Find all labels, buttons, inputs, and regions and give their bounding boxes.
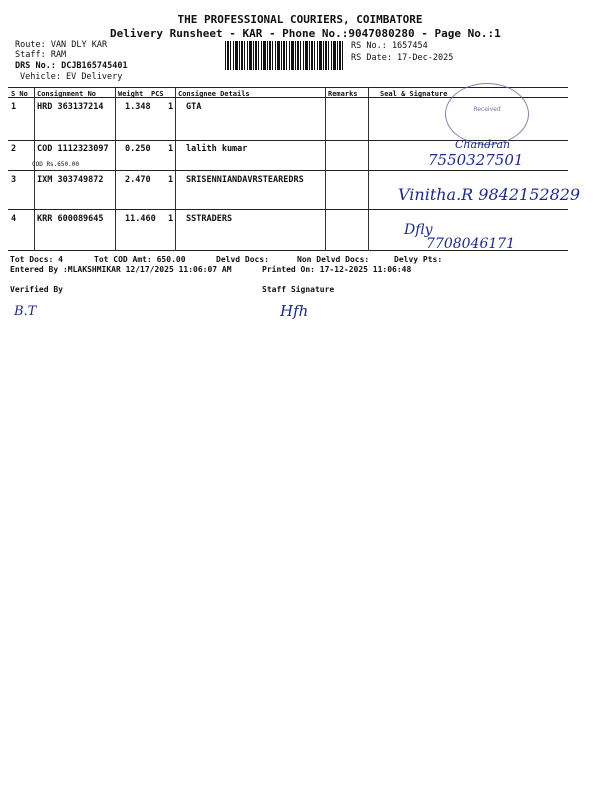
col-divider bbox=[115, 87, 116, 251]
cell-cod-note: COD Rs.650.00 bbox=[32, 161, 79, 168]
cell-consignee: SRISENNIANDAVRSTEAREDRS bbox=[186, 175, 304, 185]
cell-consignee: SSTRADERS bbox=[186, 214, 233, 224]
handwritten-signature-row4: Dfly bbox=[404, 222, 433, 238]
drs-label: DRS No.: bbox=[15, 61, 56, 71]
vehicle-text: Vehicle: EV Delivery bbox=[20, 72, 123, 82]
col-divider bbox=[34, 87, 35, 251]
col-header-consignee: Consignee Details bbox=[178, 90, 250, 98]
verified-by-label: Verified By bbox=[10, 285, 63, 294]
cell-sno: 4 bbox=[11, 214, 17, 224]
row-divider bbox=[8, 209, 568, 210]
cell-consignment: KRR 600089645 bbox=[37, 214, 104, 224]
cell-consignment: HRD 363137214 bbox=[37, 102, 104, 112]
delivery-stamp bbox=[445, 83, 529, 145]
handwritten-phone-row2: 7550327501 bbox=[428, 151, 524, 169]
handwritten-phone-row4: 7708046171 bbox=[426, 236, 516, 252]
col-header-remarks: Remarks bbox=[328, 90, 358, 98]
col-header-consignment: Consignment No bbox=[37, 90, 97, 98]
col-header-pcs: PCS bbox=[151, 90, 164, 98]
total-docs: Tot Docs: 4 bbox=[10, 255, 63, 264]
cell-pcs: 1 bbox=[168, 214, 174, 224]
col-divider bbox=[325, 87, 326, 251]
col-header-seal: Seal & Signature bbox=[380, 90, 448, 98]
delivery-points: Delvy Pts: bbox=[394, 255, 443, 264]
staff-text: Staff: RAM bbox=[15, 50, 67, 60]
route-text: Route: VAN DLY KAR bbox=[15, 40, 108, 50]
non-delivered-docs: Non Delvd Docs: bbox=[297, 255, 370, 264]
total-cod-amount: Tot COD Amt: 650.00 bbox=[94, 255, 186, 264]
company-name: THE PROFESSIONAL COURIERS, COIMBATORE bbox=[177, 13, 423, 26]
cell-consignment: IXM 303749872 bbox=[37, 175, 104, 185]
drs-number bbox=[15, 61, 128, 71]
cell-consignee: GTA bbox=[186, 102, 202, 112]
verified-signature: B.T bbox=[14, 304, 37, 319]
cell-weight: 2.470 bbox=[125, 175, 151, 185]
row-divider bbox=[8, 170, 568, 171]
col-header-sno: S No bbox=[11, 90, 28, 98]
cell-consignee: lalith kumar bbox=[186, 144, 248, 154]
cell-sno: 3 bbox=[11, 175, 17, 185]
cell-pcs: 1 bbox=[168, 102, 174, 112]
runsheet-title: Delivery Runsheet - KAR - Phone No.:9047080280 - Page No.:1 bbox=[110, 27, 501, 40]
entered-by: Entered By :MLAKSHMIKAR 12/17/2025 11:06:07 AM bbox=[10, 265, 232, 274]
stamp-text: Received bbox=[473, 106, 501, 113]
handwritten-signature-row3: Vinitha.R 9842152829 bbox=[398, 185, 581, 204]
cell-sno: 2 bbox=[11, 144, 17, 154]
cell-pcs: 1 bbox=[168, 175, 174, 185]
cell-pcs: 1 bbox=[168, 144, 174, 154]
rs-number: RS No.: 1657454 bbox=[351, 41, 428, 51]
handwritten-name-row2: Chandran bbox=[455, 138, 511, 151]
cell-weight: 1.348 bbox=[125, 102, 151, 112]
staff-signature-label: Staff Signature bbox=[262, 285, 335, 294]
col-header-weight: Weight bbox=[118, 90, 144, 98]
rs-date: RS Date: 17-Dec-2025 bbox=[351, 53, 454, 63]
col-divider bbox=[368, 87, 369, 251]
drs-value: DCJB165745401 bbox=[61, 61, 128, 71]
printed-on: Printed On: 17-12-2025 11:06:48 bbox=[262, 265, 412, 274]
cell-consignment: COD 1112323097 bbox=[37, 144, 109, 154]
staff-signature: Hfh bbox=[280, 302, 309, 320]
cell-sno: 1 bbox=[11, 102, 17, 112]
barcode-image bbox=[225, 41, 345, 70]
delivered-docs: Delvd Docs: bbox=[216, 255, 269, 264]
cell-weight: 11.460 bbox=[125, 214, 156, 224]
cell-weight: 0.250 bbox=[125, 144, 151, 154]
col-divider bbox=[175, 87, 176, 251]
